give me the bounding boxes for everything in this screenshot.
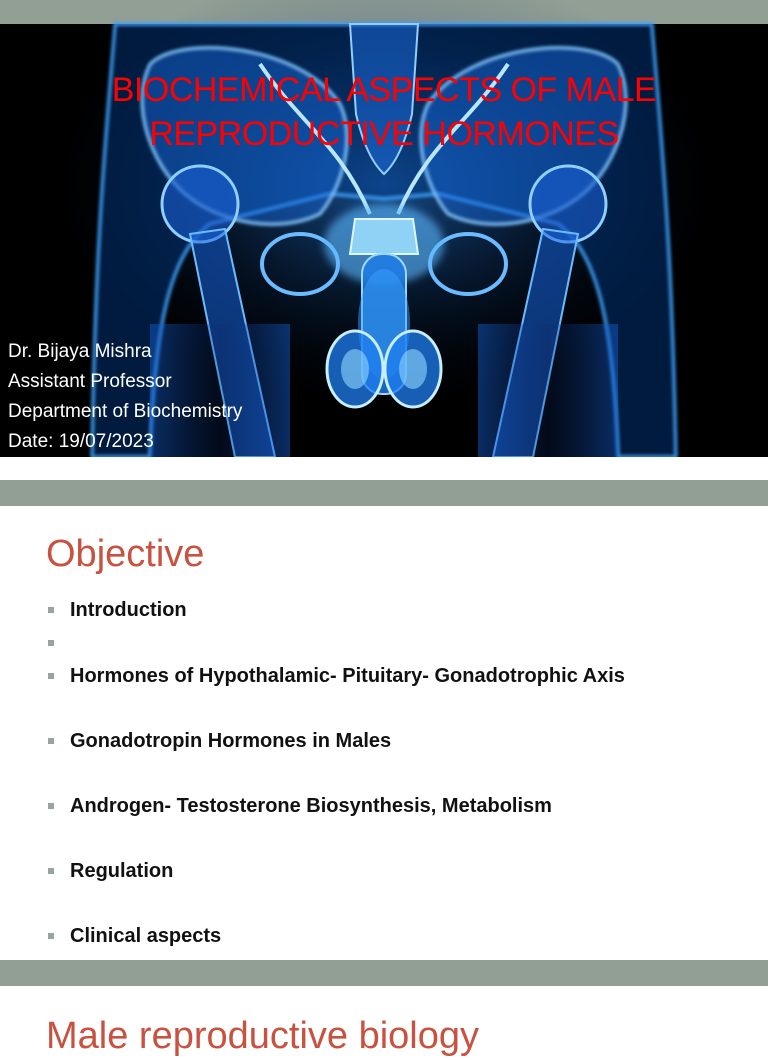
- list-item: [46, 790, 625, 855]
- title-line-1: BIOCHEMICAL ASPECTS OF MALE: [111, 71, 657, 109]
- list-item-text: Introduction: [70, 599, 187, 621]
- bullet-icon: [48, 640, 54, 646]
- list-item: [46, 594, 625, 627]
- objective-slide[interactable]: [0, 506, 768, 960]
- slide-heading: Objective: [46, 533, 205, 575]
- next-slide-partial[interactable]: [0, 986, 768, 1057]
- list-item: [46, 627, 625, 660]
- author-position: Assistant Professor: [8, 371, 172, 392]
- list-item: [46, 855, 625, 920]
- title-slide[interactable]: [0, 24, 768, 457]
- list-item-text: Regulation: [70, 860, 174, 882]
- objective-list: [46, 594, 625, 985]
- presentation-date: Date: 19/07/2023: [8, 431, 154, 452]
- bullet-icon: [48, 933, 54, 939]
- list-item: [46, 725, 625, 790]
- list-item-text: Gonadotropin Hormones in Males: [70, 730, 392, 752]
- author-name: Dr. Bijaya Mishra: [8, 341, 152, 362]
- author-department: Department of Biochemistry: [8, 401, 243, 422]
- list-item-text: Hormones of Hypothalamic- Pituitary- Gonadotrophic Axis: [70, 665, 625, 687]
- bullet-icon: [48, 607, 54, 613]
- slide-separator-band: [0, 480, 768, 506]
- slide-gap: [0, 457, 768, 480]
- author-block: [8, 337, 242, 457]
- list-item: [46, 660, 625, 725]
- presentation-title: [0, 68, 768, 156]
- bullet-icon: [48, 803, 54, 809]
- slide-separator-band: [0, 960, 768, 986]
- bullet-icon: [48, 738, 54, 744]
- list-item-text: Androgen- Testosterone Biosynthesis, Metabolism: [70, 795, 552, 817]
- slide-heading: Male reproductive biology: [46, 1015, 480, 1057]
- title-line-2: REPRODUCTIVE HORMONES: [149, 115, 619, 153]
- list-item-text: Clinical aspects: [70, 925, 222, 947]
- bullet-icon: [48, 673, 54, 679]
- bullet-icon: [48, 868, 54, 874]
